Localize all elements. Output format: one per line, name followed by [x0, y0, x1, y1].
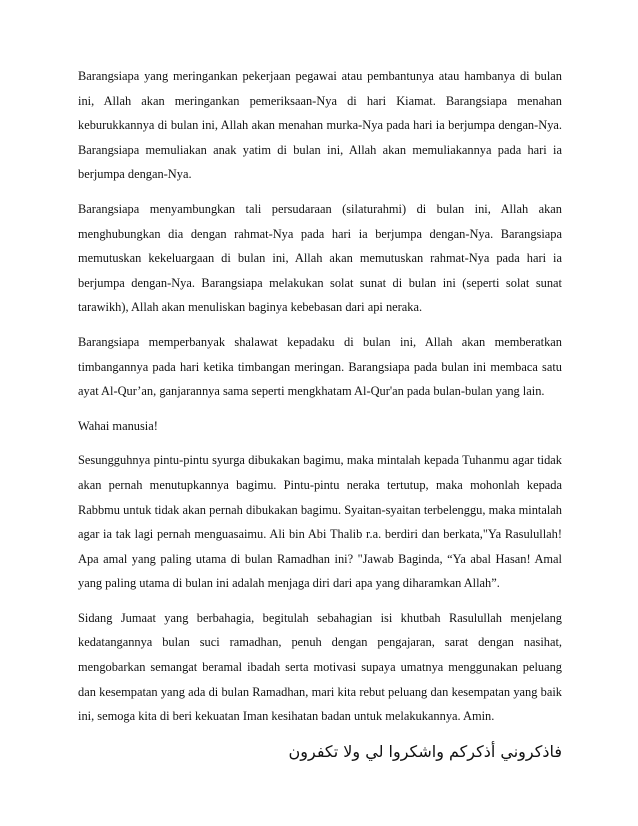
paragraph-good-deeds: Barangsiapa yang meringankan pekerjaan pegawai atau pembantunya atau hambanya di bulan ini, Allah akan meringankan pemeriksaan-Nya di hari Kiamat. Barangsiapa menahan keburukkannya di bulan ini, Allah akan menahan murka-Nya pada hari ia berjumpa dengan-Nya. Barangsiapa memuliakan anak yatim di bulan ini, Allah akan memuliakannya pada hari ia berjumpa dengan-Nya.	[78, 69, 562, 182]
paragraph-silaturahmi: Barangsiapa menyambungkan tali persudaraan (silaturahmi) di bulan ini, Allah akan menghubungkan dia dengan rahmat-Nya pada hari ia berjumpa dengan-Nya. Barangsiapa memutuskan kekeluargaan di bulan ini, Allah akan memutuskan rahmat-Nya pada hari ia berjumpa dengan-Nya. Barangsiapa melakukan solat sunat di bulan ini (seperti solat sunat tarawikh), Allah akan menuliskan baginya kebebasan dari api neraka.	[78, 201, 562, 315]
paragraph-pintu-syurga: Sesungguhnya pintu-pintu syurga dibukakan bagimu, maka mintalah kepada Tuhanmu agar tidak akan pernah menutupkannya bagimu. Pintu-pintu neraka tertutup, maka mohonlah kepada Rabbmu untuk tidak akan pernah dibukakan bagimu. Syaitan-syaitan terbelenggu, maka mintalah agar ia tak lagi pernah menguasaimu. Ali bin Abi Thalib r.a. berdiri dan berkata,"Ya Rasulullah! Apa amal yang paling utama di bulan Ramadhan ini? "Jawab Baginda, “Ya abal Hasan! Amal yang paling utama di bulan ini adalah menjaga diri dari apa yang diharamkan Allah”.	[78, 453, 562, 591]
paragraph-sidang-jumaat: Sidang Jumaat yang berbahagia, begitulah sebahagian isi khutbah Rasulullah menjelang kedatangannya bulan suci ramadhan, penuh dengan pengajaran, sarat dengan nasihat, mengobarkan semangat beramal ibadah serta motivasi supaya umatnya menggunakan peluang dan kesempatan yang ada di bulan Ramadhan, mari kita rebut peluang dan kesempatan yang baik ini, semoga kita di beri kekuatan Iman kesihatan badan untuk melakukannya. Amin.	[78, 610, 562, 724]
paragraph-shalawat: Barangsiapa memperbanyak shalawat kepadaku di bulan ini, Allah akan memberatkan timbangannya pada hari ketika timbangan meringan. Barangsiapa pada bulan ini membaca satu ayat Al-Qur’an, ganjarannya sama seperti mengkhatam Al-Qur'an pada bulan-bulan yang lain.	[78, 334, 562, 399]
document-page	[78, 64, 562, 765]
paragraph-wahai-manusia: Wahai manusia!	[78, 418, 158, 433]
closing-arabic-verse: فاذكروني أذكركم واشكروا لي ولا تكفرون	[288, 741, 562, 761]
